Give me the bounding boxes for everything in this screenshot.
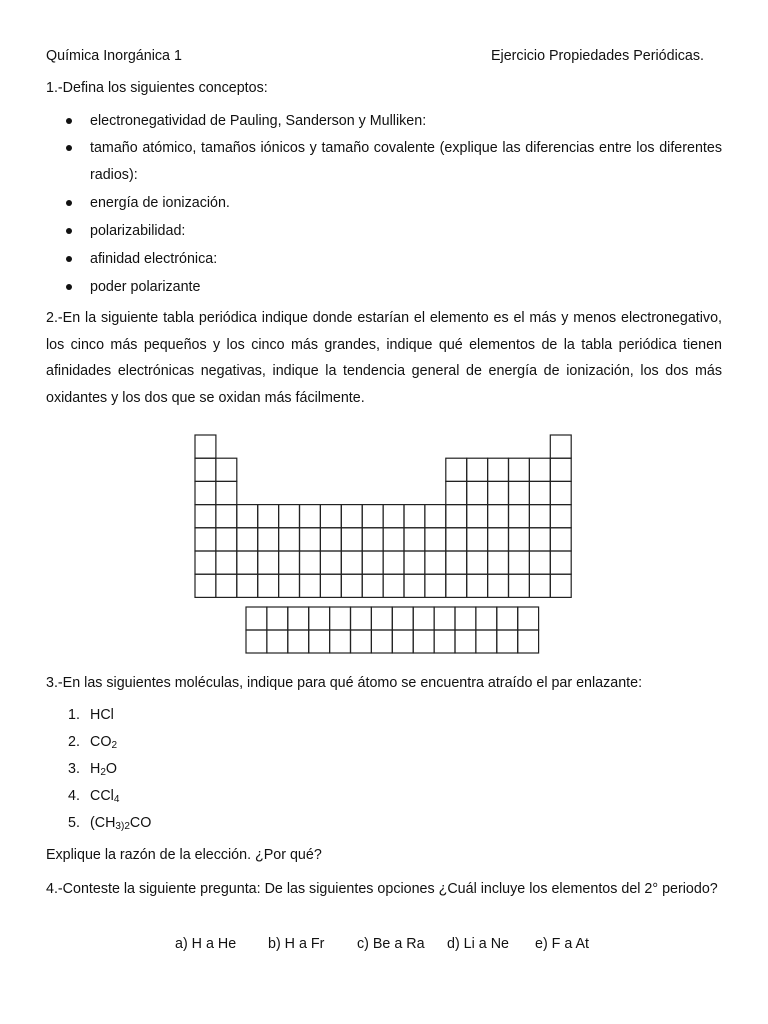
f-block-cell [371, 607, 392, 630]
f-block-cell [518, 630, 539, 653]
f-block-cell [434, 607, 455, 630]
periodic-table-cell [320, 574, 341, 597]
periodic-table-cell [195, 551, 216, 574]
periodic-table-cell [446, 574, 467, 597]
option-d: d) Li a Ne [447, 936, 509, 952]
periodic-table-cell [383, 505, 404, 528]
periodic-table-cell [425, 505, 446, 528]
f-block-cell [455, 630, 476, 653]
periodic-table-cell [195, 481, 216, 504]
f-block-cell [288, 630, 309, 653]
molecule-ccl4: CCl$_4$ [90, 788, 120, 805]
f-block-cell [351, 630, 372, 653]
periodic-table-cell [300, 551, 321, 574]
option-e: e) F a At [535, 936, 590, 952]
periodic-table-cell [550, 458, 571, 481]
periodic-table-cell [279, 551, 300, 574]
periodic-table-cell [195, 458, 216, 481]
list-number: 3. [68, 761, 80, 777]
periodic-table-cell [509, 528, 530, 551]
f-block-cell [476, 607, 497, 630]
periodic-table-cell [529, 458, 550, 481]
f-block-cell [392, 607, 413, 630]
periodic-table-cell [404, 505, 425, 528]
periodic-table-cell [362, 528, 383, 551]
periodic-table-cell [341, 574, 362, 597]
periodic-table-cell [300, 528, 321, 551]
f-block-cell [330, 630, 351, 653]
periodic-table-cell [300, 574, 321, 597]
periodic-table-cell [467, 551, 488, 574]
f-block-cell [371, 630, 392, 653]
periodic-table-cell [300, 505, 321, 528]
f-block-cell [413, 630, 434, 653]
periodic-table-cell [529, 528, 550, 551]
periodic-table-cell [509, 551, 530, 574]
periodic-table-cell [258, 528, 279, 551]
f-block-cell [309, 630, 330, 653]
molecule-co2: $CO_2$ [90, 734, 118, 751]
periodic-table-cell [550, 481, 571, 504]
periodic-table-cell [425, 528, 446, 551]
periodic-table-cell [195, 528, 216, 551]
list-number: 1. [68, 707, 80, 723]
periodic-table-cell [550, 574, 571, 597]
f-block-cell [434, 630, 455, 653]
periodic-table-cell [446, 458, 467, 481]
periodic-table-cell [341, 505, 362, 528]
periodic-table-cell [488, 528, 509, 551]
f-block-cell [330, 607, 351, 630]
periodic-table-cell [467, 505, 488, 528]
periodic-table-cell [383, 528, 404, 551]
f-block-cell [288, 607, 309, 630]
f-block-cell [267, 607, 288, 630]
periodic-table-cell [320, 505, 341, 528]
periodic-table-cell [467, 481, 488, 504]
q1-prompt: 1.-Defina los siguientes conceptos: [46, 80, 268, 96]
periodic-table-cell [362, 574, 383, 597]
list-item: afinidad electrónica: [90, 251, 218, 267]
periodic-table-cell [216, 528, 237, 551]
periodic-table-cell [341, 551, 362, 574]
f-block-cell [246, 630, 267, 653]
f-block-cell [413, 607, 434, 630]
periodic-table-cell [383, 574, 404, 597]
list-number: 4. [68, 788, 80, 804]
periodic-table-cell [279, 505, 300, 528]
list-item: electronegatividad de Pauling, Sanderson y Mulliken: [90, 113, 427, 129]
periodic-table-cell [237, 574, 258, 597]
header-exercise-title: Ejercicio Propiedades Periódicas. [491, 48, 704, 64]
f-block-cell [497, 607, 518, 630]
periodic-table-cell [279, 574, 300, 597]
periodic-table-cell [404, 528, 425, 551]
periodic-table-cell [320, 528, 341, 551]
f-block-cell [309, 607, 330, 630]
f-block-cell [267, 630, 288, 653]
periodic-table-cell [446, 481, 467, 504]
f-block-cell [476, 630, 497, 653]
periodic-table-cell [216, 574, 237, 597]
periodic-table-cell [425, 574, 446, 597]
f-block-cell [392, 630, 413, 653]
periodic-table-cell [550, 528, 571, 551]
periodic-table-cell [237, 551, 258, 574]
periodic-table-cell [529, 481, 550, 504]
q3-followup: Explique la razón de la elección. ¿Por qué? [46, 847, 322, 863]
header-course-title: Química Inorgánica 1 [46, 48, 182, 64]
periodic-table-cell [404, 551, 425, 574]
list-number: 2. [68, 734, 80, 750]
periodic-table-cell [258, 574, 279, 597]
option-c: c) Be a Ra [357, 936, 425, 952]
f-block-cell [351, 607, 372, 630]
periodic-table-cell [216, 505, 237, 528]
periodic-table-cell [425, 551, 446, 574]
list-item: polarizabilidad: [90, 223, 186, 239]
list-item: poder polarizante [90, 279, 201, 295]
periodic-table-cell [446, 505, 467, 528]
periodic-table-cell [258, 505, 279, 528]
periodic-table-cell [529, 574, 550, 597]
periodic-table-cell [216, 551, 237, 574]
periodic-table-cell [509, 505, 530, 528]
periodic-table-cell [509, 458, 530, 481]
periodic-table-cell [446, 551, 467, 574]
list-item: tamaño atómico, tamaños iónicos y tamaño covalente (explique las diferencias entre los diferentes radios): [90, 140, 722, 183]
periodic-table-cell [237, 528, 258, 551]
f-block-cell [246, 607, 267, 630]
periodic-table-cell [550, 435, 571, 458]
periodic-table-cell [550, 505, 571, 528]
periodic-table-cell [488, 574, 509, 597]
periodic-table-cell [362, 505, 383, 528]
q2-prompt: 2.-En la siguiente tabla periódica indique donde estarían el elemento es el más y menos electronegativo, los cinco más pequeños y los cinco más grandes, indique qué elementos de la tabla periódica tienen afinidades electrónicas negativas, indique la tendencia general de energía de ionización, los dos más oxidantes y los dos que se oxidan más fácilmente. [46, 310, 722, 406]
periodic-table-cell [195, 505, 216, 528]
list-number: 5. [68, 815, 80, 831]
periodic-table-cell [362, 551, 383, 574]
periodic-table-cell [258, 551, 279, 574]
periodic-table-cell [467, 574, 488, 597]
periodic-table-cell [195, 435, 216, 458]
periodic-table-cell [467, 458, 488, 481]
periodic-table-cell [509, 574, 530, 597]
molecule-acetone: ($CH_{3)2}CO$ [90, 815, 152, 832]
molecule-h2o: $H_2O$ [90, 761, 118, 778]
periodic-table-cell [216, 458, 237, 481]
option-b: b) H a Fr [268, 936, 325, 952]
periodic-table-cell [237, 505, 258, 528]
periodic-table-cell [216, 481, 237, 504]
q4-prompt: 4.-Conteste la siguiente pregunta: De las siguientes opciones ¿Cuál incluye los elementos del 2° periodo? [46, 881, 718, 897]
periodic-table-cell [446, 528, 467, 551]
periodic-table-cell [383, 551, 404, 574]
periodic-table-cell [488, 481, 509, 504]
periodic-table-cell [509, 481, 530, 504]
f-block-cell [518, 607, 539, 630]
periodic-table-cell [341, 528, 362, 551]
periodic-table-cell [550, 551, 571, 574]
f-block-cell [497, 630, 518, 653]
list-item: energía de ionización. [90, 195, 230, 211]
option-a: a) H a He [175, 936, 237, 952]
periodic-table-cell [529, 551, 550, 574]
periodic-table-cell [404, 574, 425, 597]
molecule-hcl: HCl [90, 707, 114, 723]
periodic-table-cell [529, 505, 550, 528]
f-block-cell [455, 607, 476, 630]
periodic-table-cell [279, 528, 300, 551]
q3-prompt: 3.-En las siguientes moléculas, indique para qué átomo se encuentra atraído el par enlazante: [46, 675, 643, 691]
periodic-table-cell [195, 574, 216, 597]
periodic-table-cell [467, 528, 488, 551]
periodic-table-cell [320, 551, 341, 574]
periodic-table-cell [488, 505, 509, 528]
periodic-table-cell [488, 458, 509, 481]
periodic-table-cell [488, 551, 509, 574]
